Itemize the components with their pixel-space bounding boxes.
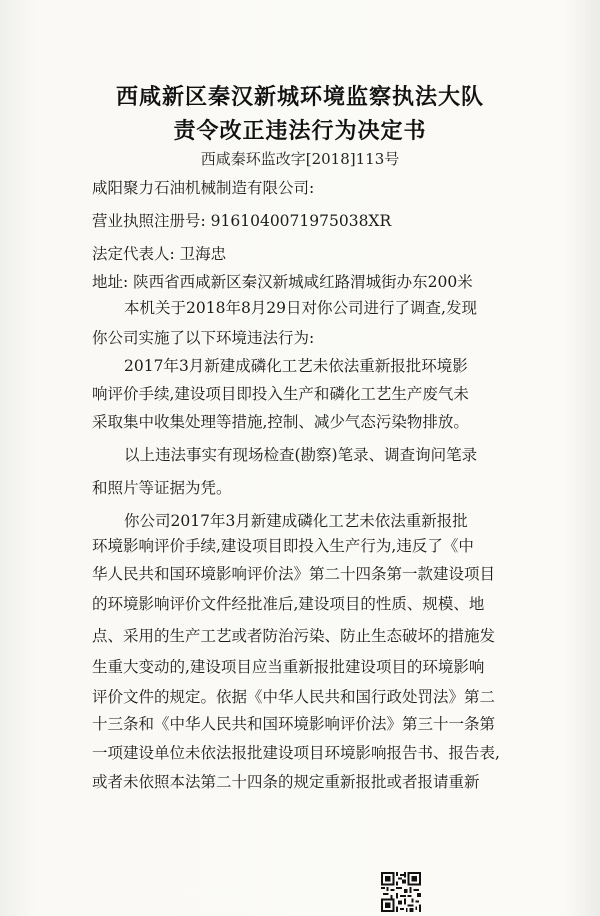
document-title-line1: 西咸新区秦汉新城环境监察执法大队 — [115, 85, 484, 110]
body-line: 一项建设单位未依法报批建设项目环境影响报告书、报告表, — [92, 744, 500, 762]
body-line: 环境影响评价手续,建设项目即投入生产行为,违反了《中 — [92, 537, 474, 555]
qr-code-icon — [381, 872, 421, 912]
body-line: 采取集中收集处理等措施,控制、减少气态污染物排放。 — [92, 413, 469, 431]
body-line: 你公司实施了以下环境违法行为: — [92, 329, 315, 347]
body-line: 十三条和《中华人民共和国环境影响评价法》第三十一条第 — [92, 715, 496, 733]
body-line: 华人民共和国环境影响评价法》第二十四条第一款建设项目 — [92, 565, 496, 583]
legal-representative: 法定代表人: 卫海忠 — [92, 245, 227, 263]
body-line: 或者未依照本法第二十四条的规定重新报批或者报请重新 — [92, 773, 480, 791]
address: 地址: 陕西省西咸新区秦汉新城咸红路渭城街办东200米 — [92, 273, 473, 291]
body-line: 2017年3月新建成磷化工艺未依法重新报批环境影 — [124, 357, 468, 375]
body-line: 生重大变动的,建设项目应当重新报批建设项目的环境影响 — [92, 658, 485, 676]
license-number: 营业执照注册号: 9161040071975038XR — [92, 212, 392, 230]
body-line: 的环境影响评价文件经批准后,建设项目的性质、规模、地 — [92, 595, 485, 613]
body-line: 你公司2017年3月新建成磷化工艺未依法重新报批 — [124, 512, 468, 530]
body-line: 本机关于2018年8月29日对你公司进行了调查,发现 — [124, 299, 477, 317]
body-line: 点、采用的生产工艺或者防治污染、防止生态破坏的措施发 — [92, 627, 496, 645]
body-line: 和照片等证据为凭。 — [92, 479, 232, 497]
document-title-line2: 责令改正违法行为决定书 — [173, 119, 427, 144]
company-name: 咸阳聚力石油机械制造有限公司: — [92, 179, 315, 197]
body-line: 响评价手续,建设项目即投入生产和磷化工艺生产废气未 — [92, 385, 469, 403]
body-line: 评价文件的规定。依据《中华人民共和国行政处罚法》第二 — [92, 688, 496, 706]
document-number: 西咸秦环监改字[2018]113号 — [200, 150, 400, 168]
body-line: 以上违法事实有现场检查(勘察)笔录、调查询问笔录 — [124, 446, 478, 464]
